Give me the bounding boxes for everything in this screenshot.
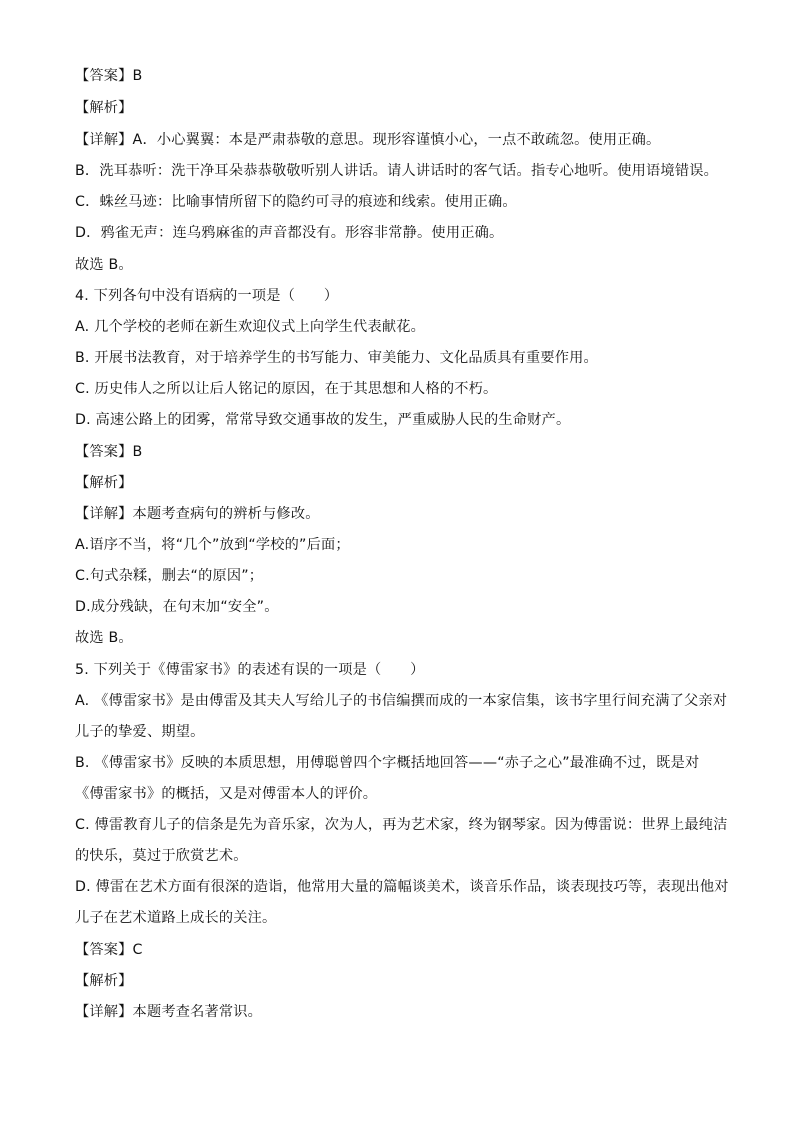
answer-line-q3: 【答案】B xyxy=(75,68,143,84)
question-5-option-d-line1: D. 傅雷在艺术方面有很深的造诣，他常用大量的篇幅谈美术，谈音乐作品，谈表现技巧等，表现出他对 xyxy=(75,879,729,895)
detail-line-q3-b: B．洗耳恭听：洗干净耳朵恭恭敬敬听别人讲话。请人讲话时的客气话。指专心地听。使用语境错误。 xyxy=(75,163,718,179)
question-4-option-c: C. 历史伟人之所以让后人铭记的原因，在于其思想和人格的不朽。 xyxy=(75,381,498,397)
question-5-option-a-line2: 儿子的挚爱、期望。 xyxy=(75,724,205,740)
analysis-heading-q5: 【解析】 xyxy=(75,973,133,989)
question-5-option-c-line1: C. 傅雷教育儿子的信条是先为音乐家，次为人，再为艺术家，终为钢琴家。因为傅雷说：世界上最纯洁 xyxy=(75,817,728,833)
analysis-heading-q4: 【解析】 xyxy=(75,475,133,491)
detail-line-q3-d: D．鸦雀无声：连乌鸦麻雀的声音都没有。形容非常静。使用正确。 xyxy=(75,225,504,241)
conclusion-line-q4: 故选 B。 xyxy=(75,630,133,646)
answer-line-q5: 【答案】C xyxy=(75,942,143,958)
analysis-heading-q3: 【解析】 xyxy=(75,100,133,116)
question-5-option-b-line1: B. 《傅雷家书》反映的本质思想，用傅聪曾四个字概括地回答——“赤子之心”最准确不过，既是对 xyxy=(75,755,700,771)
question-5-option-a-line1: A. 《傅雷家书》是由傅雷及其夫人写给儿子的书信编撰而成的一本家信集，该书字里行间充满了父亲对 xyxy=(75,693,728,709)
explain-line-q4-c: C.句式杂糅，删去“的原因”； xyxy=(75,568,264,584)
answer-line-q4: 【答案】B xyxy=(75,444,143,460)
detail-line-q3-a: 【详解】A．小心翼翼：本是严肃恭敬的意思。现形容谨慎小心，一点不敢疏忽。使用正确。 xyxy=(75,132,661,148)
detail-line-q3-c: C．蛛丝马迹：比喻事情所留下的隐约可寻的痕迹和线索。使用正确。 xyxy=(75,194,517,210)
explain-line-q4-a: A.语序不当，将“几个”放到“学校的”后面； xyxy=(75,537,350,553)
explain-line-q4-d: D.成分残缺，在句末加“安全”。 xyxy=(75,599,279,615)
detail-line-q4: 【详解】本题考查病句的辨析与修改。 xyxy=(75,506,320,522)
detail-line-q5: 【详解】本题考查名著常识。 xyxy=(75,1004,263,1020)
question-4-option-d: D. 高速公路上的团雾，常常导致交通事故的发生，严重威胁人民的生命财产。 xyxy=(75,412,571,428)
question-5-option-b-line2: 《傅雷家书》的概括，又是对傅雷本人的评价。 xyxy=(75,786,378,802)
question-4-option-b: B. 开展书法教育，对于培养学生的书写能力、审美能力、文化品质具有重要作用。 xyxy=(75,350,598,366)
conclusion-line-q3: 故选 B。 xyxy=(75,257,133,273)
question-5-stem: 5. 下列关于《傅雷家书》的表述有误的一项是（ ） xyxy=(75,662,425,678)
question-5-option-c-line2: 的快乐，莫过于欣赏艺术。 xyxy=(75,848,248,864)
question-5-option-d-line2: 儿子在艺术道路上成长的关注。 xyxy=(75,910,277,926)
question-4-stem: 4. 下列各句中没有语病的一项是（ ） xyxy=(75,288,339,304)
question-4-option-a: A. 几个学校的老师在新生欢迎仪式上向学生代表献花。 xyxy=(75,319,425,335)
